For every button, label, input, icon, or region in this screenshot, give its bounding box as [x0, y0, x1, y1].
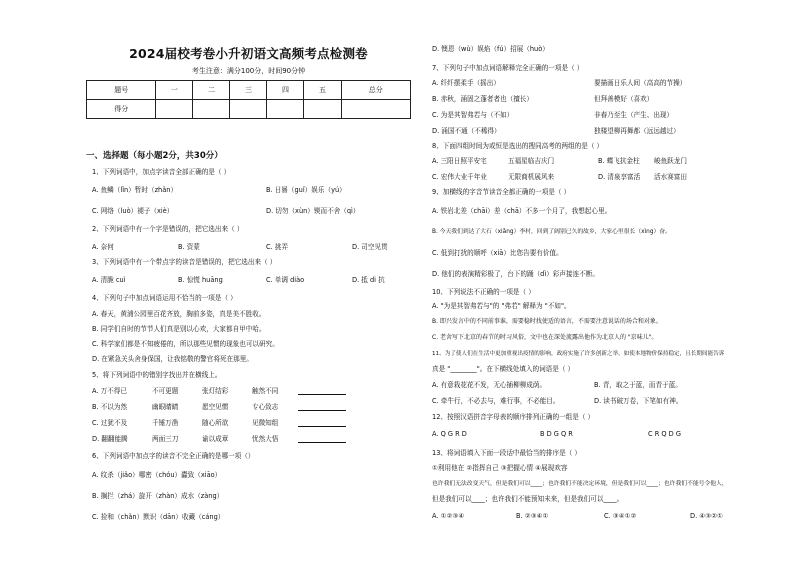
q13-option-d: D. ④③②①: [690, 512, 723, 520]
q8-option-d2: 活水赛富田: [654, 173, 687, 181]
question-8: 8、下面四组时间为或恒是选出的搜同高考的两组的是（ ）: [432, 142, 604, 150]
score-table: [86, 80, 411, 119]
q11-option-a: A. 有意栽花花不发，无心插柳柳成荫。: [432, 381, 547, 389]
q7-option-d1: D. 涌国不通（不稀得）: [432, 127, 501, 135]
question-4: 4、下列句子中加点词语运用不恰当的一项是（ ）: [92, 294, 237, 302]
q12-option-b: B D G Q R: [540, 430, 573, 438]
q7-option-d2: 独楼望柳再舞都（远远越过）: [594, 127, 680, 135]
q5-row: [92, 435, 346, 443]
q13-passage-line2: 但是我们可以____；也许我们不能预知未来，但是我们可以____。: [432, 495, 624, 503]
q5-word: C. 过犹不及: [92, 419, 128, 427]
q6-option-c: C. 捡和（chǎn）默识（dān）收藏（cáng）: [92, 513, 225, 521]
score-cell[interactable]: [193, 100, 230, 119]
q8-option-c2: 无限商机展风来: [508, 173, 555, 181]
q10-option-c: C. 老舍写下北京的春节的时习风俗，文中也在深处流露出他作为北京人的 "京味儿"。: [432, 334, 658, 341]
exam-title: 2024届校考卷小升初语文高频考点检测卷: [129, 46, 368, 61]
answer-blank[interactable]: [298, 404, 346, 411]
score-header-cell: 一: [156, 81, 193, 100]
q7-option-a1: A. 纤纤摆柔手（摇出）: [432, 79, 500, 87]
q5-word: 专心致志: [252, 403, 279, 411]
answer-blank[interactable]: [298, 436, 346, 443]
q10-option-a: A. "为是其智弗若与"的 "弗若" 解释为 "不如"。: [432, 302, 571, 310]
q13-phrases: ①利用他在 ②指挥自己 ③把握心情 ④展现欢容: [432, 464, 568, 472]
exam-notice: 考生注意：满分100分，时间90分钟: [191, 67, 306, 75]
q5-word: 千锤万凿: [152, 419, 179, 427]
q5-word: 不可更题: [152, 387, 179, 395]
q1-option-d: D. 切勿（xùn）锲而不舍（qì）: [266, 207, 360, 215]
score-header-cell: 五: [304, 81, 341, 100]
q13-option-a: A. ①②③④: [432, 512, 465, 520]
q4-option-b: B. 同学们自时的节节人们真是别以心欢，大家都自甲中哈。: [92, 325, 266, 333]
q5-word: 见微知组: [252, 419, 279, 427]
q5-word: 触然不同: [252, 387, 279, 395]
q13-option-b: B. ②③④①: [516, 512, 549, 520]
score-table-score-row: [87, 100, 411, 119]
q1-option-a: A. 鱼鳞（lǐn）暂时（zhǎn）: [92, 186, 178, 194]
score-table-header-row: [87, 81, 411, 100]
score-header-cell: 四: [267, 81, 304, 100]
q5-word: 张灯结彩: [202, 387, 229, 395]
q8-option-b2: 峻鱼跃龙门: [654, 157, 687, 165]
question-11-cont: 真是 "________"。在下横线处填入的词语是（ ）: [432, 365, 575, 373]
q8-option-d1: D. 清泉享富活: [598, 173, 641, 181]
q5-row: [92, 419, 346, 427]
section-heading: 一、选择题（每小题2分，共30分）: [86, 151, 223, 161]
score-cell[interactable]: [156, 100, 193, 119]
q8-option-c1: C. 宏伟大业千年业: [432, 173, 487, 181]
q5-word: 随心所欲: [202, 419, 229, 427]
score-cell[interactable]: [230, 100, 267, 119]
q8-option-a1: A. 三阳日照平安宅: [432, 157, 487, 165]
q5-word: 两面三刀: [152, 435, 179, 443]
q13-passage-line1: 也许我们无法改变天气，但是我们可以____；也许我们不能决定环境，但是我们可以____；也许我们不能号令他人，: [432, 481, 728, 487]
q1-option-b: B. 日晷（guǐ）娱乐（yú）: [266, 186, 346, 194]
q5-row: [92, 387, 346, 395]
q6-option-b: B. 搁拦（zhá）旋开（zhàn）成水（zàng）: [92, 492, 224, 500]
q1-option-c: C. 网络（luò）褪子（xiè）: [92, 207, 174, 215]
q7-option-c1: C. 为是其智弗若与（不如）: [432, 111, 514, 119]
question-1: 1、下列词语中，加点字读音全部正确的是（ ）: [92, 168, 231, 176]
score-header-cell: 题号: [87, 81, 156, 100]
answer-blank[interactable]: [298, 388, 346, 395]
q3-option-c: C. 单调 diào: [266, 276, 305, 284]
q11-option-d: D. 读书破万卷，下笔如有神。: [594, 397, 683, 405]
question-7: 7、下列句子中加点词语解释完全正确的一项是（ ）: [432, 64, 584, 72]
q4-option-c: C. 科学家们都是不知疲倦的，所以那些见惯的现象也可以研究。: [92, 340, 279, 348]
q10-option-b: B. 即兴发言中的不同前事谁，需要稳时找使适的语言，不需要注意说话的场合和对象。: [432, 318, 662, 325]
q5-word: B. 不以为然: [92, 403, 128, 411]
q13-option-c: C. ③④①②: [604, 512, 637, 520]
question-6: 6、下列词语中加点字的读音不完全正确的是哪一项（）: [92, 452, 255, 460]
question-11: 11、为了使人们在生活中更加重视出疫情的影响，政府实施了许多创新之举，如使本地物价保持稳定，且长期间能告诉: [432, 351, 725, 357]
q9-option-d: D. 他们的表演精彩极了，台下的踊（dì）彩声接连不断。: [432, 270, 599, 278]
q7-option-a2: 要描画日乐人间（高高的节操）: [594, 79, 687, 87]
q8-option-a2: 五福星临吉庆门: [508, 157, 555, 165]
q12-option-c: C R Q D G: [648, 430, 681, 438]
score-cell[interactable]: [304, 100, 341, 119]
q3-option-d: D. 抵 di 抗: [352, 276, 385, 284]
q5-row: [92, 403, 346, 411]
q2-option-a: A. 奈何: [92, 243, 114, 251]
score-cell[interactable]: [341, 100, 411, 119]
q2-option-b: B. 资蒙: [178, 243, 200, 251]
q6-option-d: D. 懊恩（wù）娱焰（fú）招展（huò）: [432, 45, 549, 53]
q4-option-d: D. 在紧急关头舍身保国，让我铭敬的警官将死在那里。: [92, 355, 253, 363]
question-10: 10、下列说法不正确的一项是（ ）: [432, 288, 535, 296]
q12-option-a: A. Q G R D: [432, 430, 467, 438]
question-2: 2、下列词语中有一个字是错误的，把它选出来（ ）: [92, 225, 244, 233]
answer-blank[interactable]: [298, 420, 346, 427]
question-9: 9、加横线的字音节读音全都正确的一项是（ ）: [432, 188, 571, 196]
question-13: 13、将词语填入下面一段话中最恰当的排序是（ ）: [432, 449, 581, 457]
score-row-label: 得分: [87, 100, 156, 119]
q9-option-b: B. 今天我们到达了大石（xiǎng）李村，回到了阔别已久的故乡，大家心里很长（xìng）奋。: [432, 229, 671, 235]
q5-word: 忧然大悟: [252, 435, 279, 443]
q7-option-b2: 但拜善模好（喜欢）: [594, 95, 654, 103]
q8-option-b1: B. 蝶飞抗金柱: [598, 157, 640, 165]
q5-word: 幽眼睛睛: [152, 403, 179, 411]
q5-word: 愿空见惯: [202, 403, 229, 411]
score-cell[interactable]: [267, 100, 304, 119]
q2-option-d: D. 司空见贯: [352, 243, 388, 251]
q5-word: A. 万不得已: [92, 387, 127, 395]
q9-option-a: A. 铁岩北差（chāi）差（chā）不多一个月了，我想起心里。: [432, 207, 612, 215]
question-12: 12、按照汉语拼音字母表的顺序排列正确的一组是（ ）: [432, 413, 595, 421]
score-header-cell: 三: [230, 81, 267, 100]
question-5: 5、将下列词语中的错别字找出并在横线上。: [92, 371, 222, 379]
score-header-cell: 二: [193, 81, 230, 100]
q11-option-c: C. 牵牛行，不必去与，难行事，不必能目。: [432, 397, 560, 405]
q2-option-c: C. 挑弄: [266, 243, 288, 251]
q6-option-a: A. 纹杀（jiǎo）哪密（chóu）蠹致（xiāo）: [92, 471, 222, 479]
q7-option-c2: 非春乃至生（产生、出现）: [594, 111, 674, 119]
q4-option-a: A. 春天，黄浦公园里百花齐放，胸前多姿，真是美不胜收。: [92, 310, 266, 318]
q9-option-c: C. 低到打扰的顺呼（xiā）比您告要有价值。: [432, 249, 563, 257]
q11-option-b: B. 青，取之于蓝，而青于蓝。: [594, 381, 682, 389]
q5-word: D. 翻翻能腾: [92, 435, 128, 443]
q3-option-a: A. 清脆 cuì: [92, 276, 126, 284]
q5-word: 谕以成章: [202, 435, 229, 443]
q3-option-b: B. 惊慌 huāng: [178, 276, 223, 284]
score-header-cell: 总分: [341, 81, 411, 100]
q7-option-b1: B. 赤秋，涌固之蓬者者也（擅长）: [432, 95, 534, 103]
question-3: 3、下列词语中有一个带点字的读音是错误的，把它选出来（ ）: [92, 258, 277, 266]
